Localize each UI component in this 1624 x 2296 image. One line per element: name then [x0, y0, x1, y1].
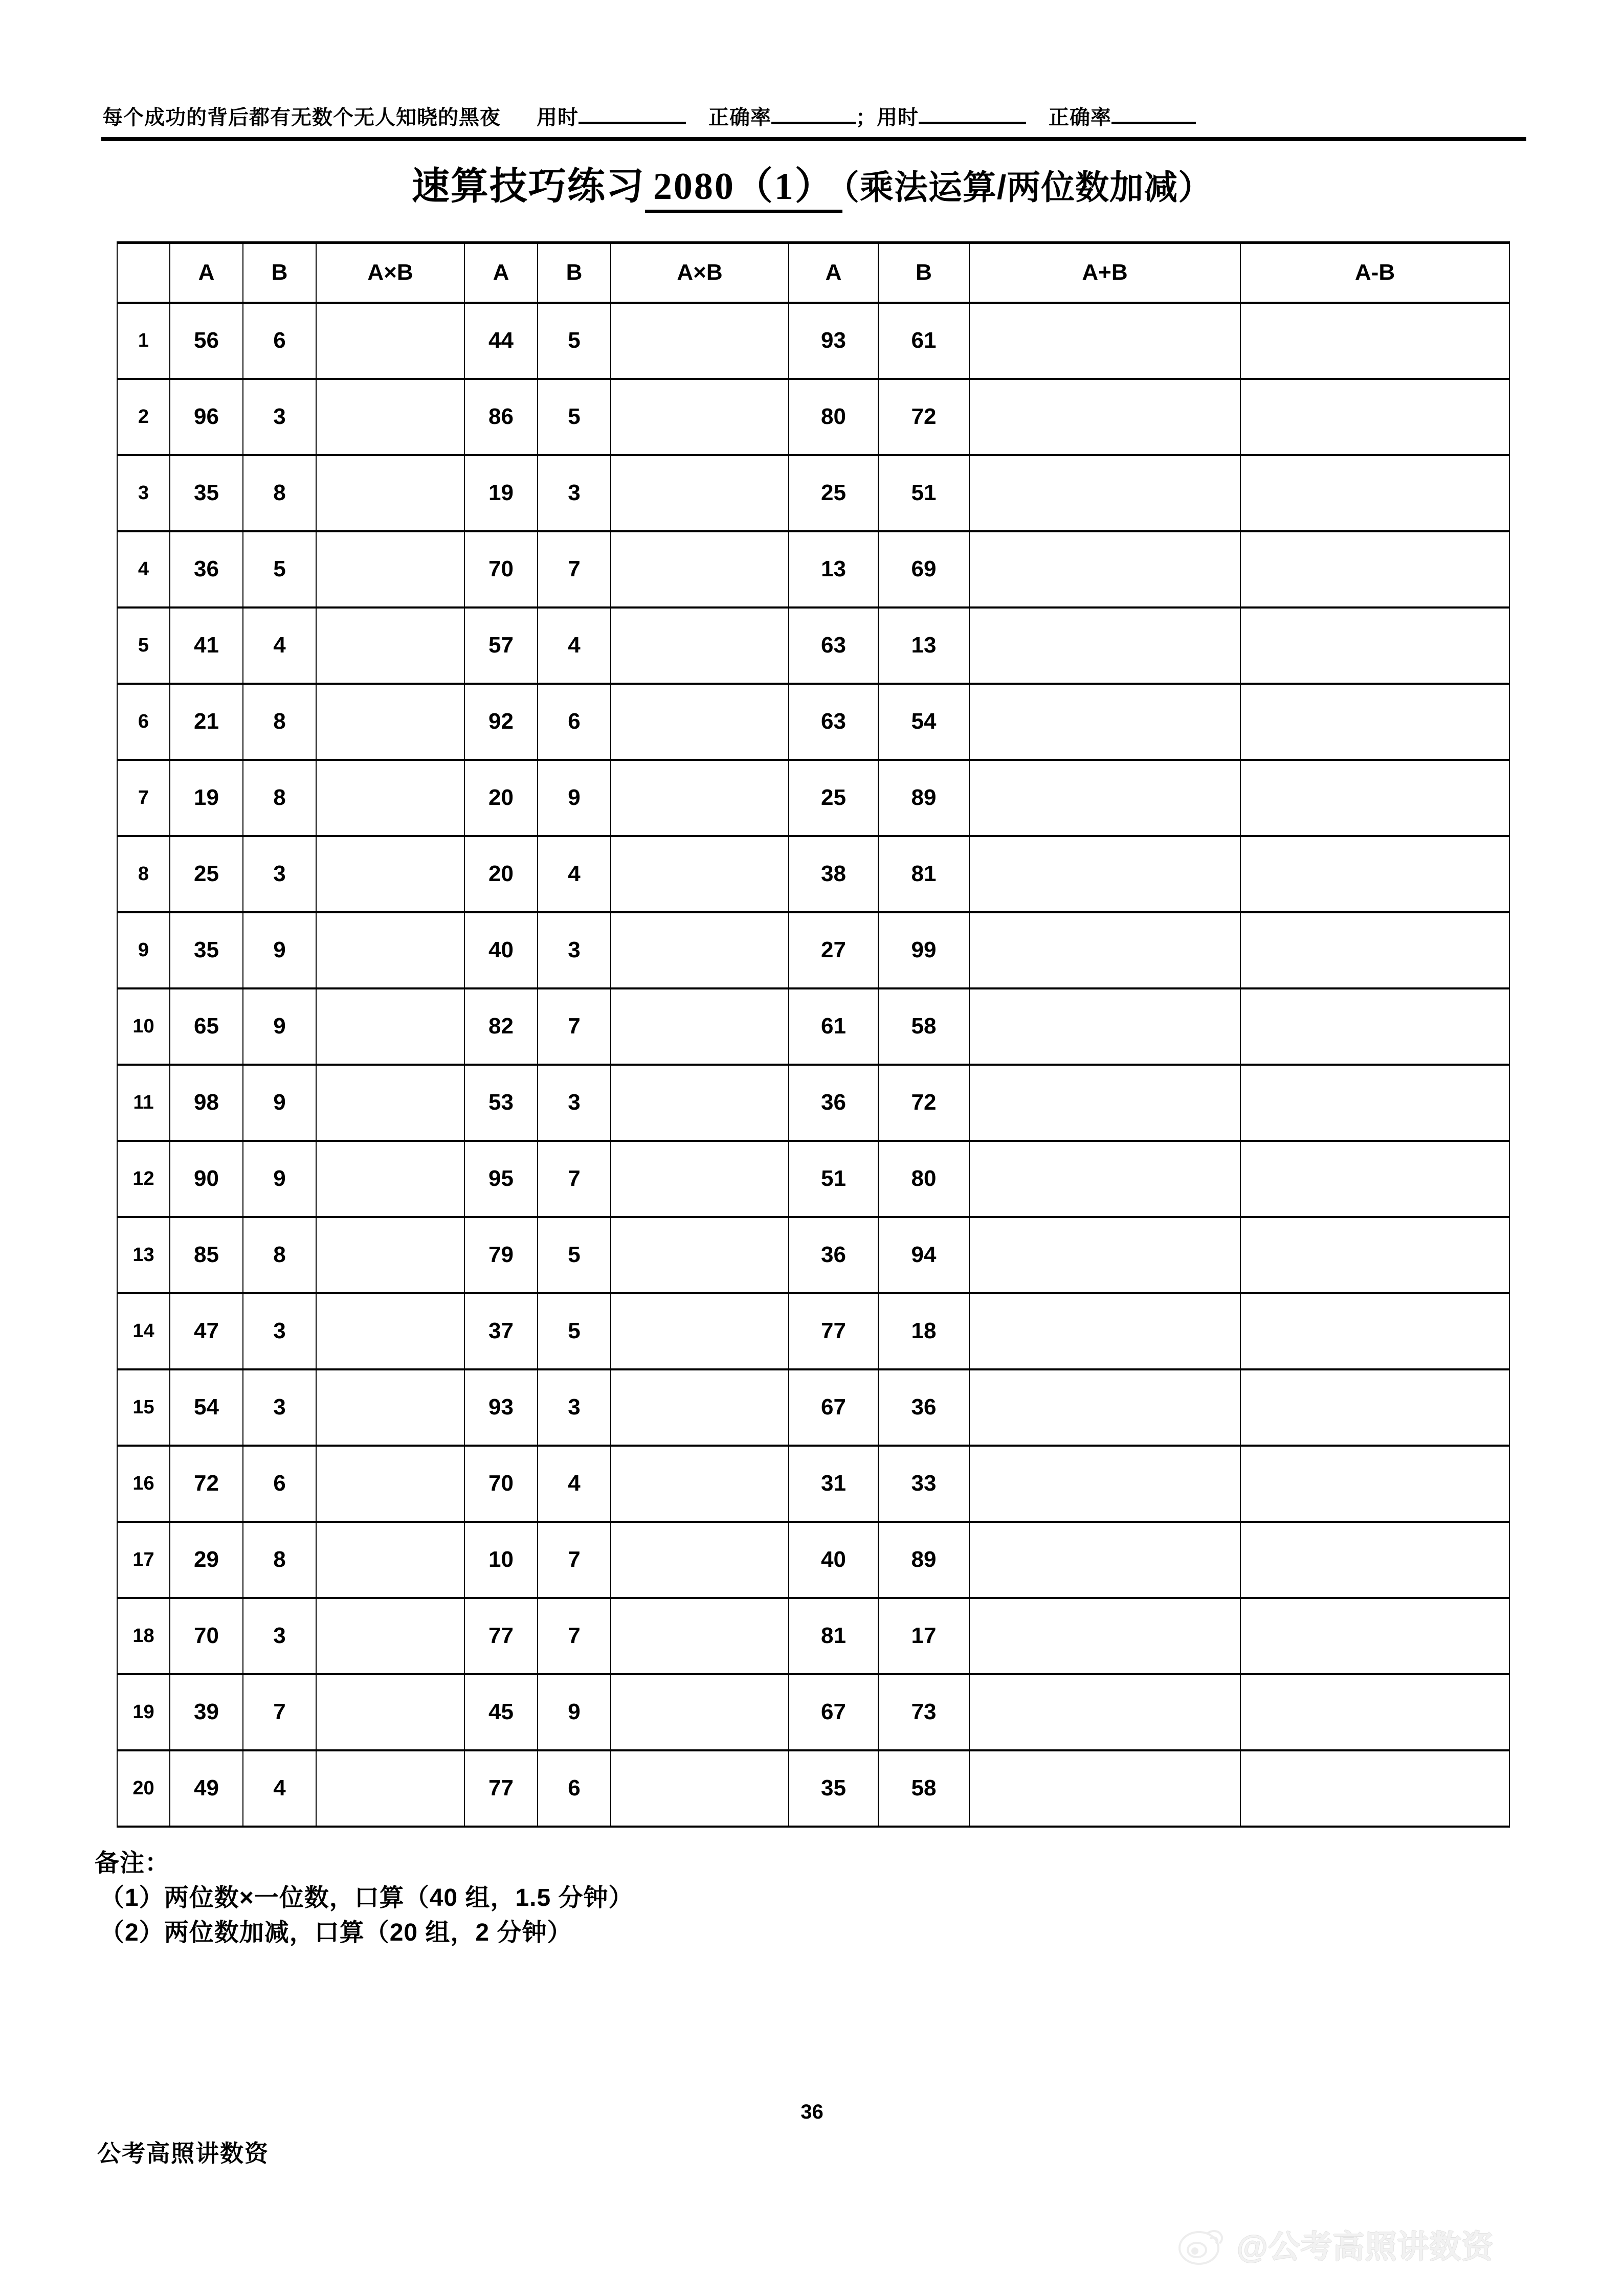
cell-sum[interactable] [969, 760, 1240, 836]
cell-product2[interactable] [611, 607, 789, 684]
cell-a3: 36 [789, 1065, 878, 1141]
table-row [117, 1141, 1509, 1217]
cell-a3: 25 [789, 455, 878, 531]
cell-sum[interactable] [969, 1522, 1240, 1598]
practice-table [117, 241, 1510, 1828]
cell-product1[interactable] [316, 760, 464, 836]
row-index: 6 [117, 684, 170, 760]
cell-sum[interactable] [969, 1217, 1240, 1293]
cell-sum[interactable] [969, 1750, 1240, 1827]
cell-a1: 41 [170, 607, 243, 684]
cell-difference[interactable] [1240, 607, 1509, 684]
cell-sum[interactable] [969, 988, 1240, 1065]
cell-a2: 44 [464, 303, 538, 379]
cell-sum[interactable] [969, 455, 1240, 531]
row-index: 8 [117, 836, 170, 912]
cell-product2[interactable] [611, 1369, 789, 1446]
note-item-1: （1）两位数×一位数，口算（40 组，1.5 分钟） [100, 1884, 634, 1912]
cell-product1[interactable] [316, 607, 464, 684]
accuracy-label-1: 正确率 [708, 106, 771, 129]
cell-b2: 7 [538, 988, 611, 1065]
cell-b3: 73 [878, 1674, 969, 1750]
time-blank-1[interactable] [579, 107, 686, 124]
cell-sum[interactable] [969, 1141, 1240, 1217]
table-row [117, 1065, 1509, 1141]
table-row [117, 1446, 1509, 1522]
cell-b3: 89 [878, 1522, 969, 1598]
cell-a2: 95 [464, 1141, 538, 1217]
table-row [117, 531, 1509, 607]
cell-a1: 35 [170, 912, 243, 988]
column-header-b3: B [878, 243, 969, 303]
cell-b3: 94 [878, 1217, 969, 1293]
cell-a2: 77 [464, 1750, 538, 1827]
title-subtitle-text: （乘法运算/两位数加减） [842, 168, 1213, 206]
cell-b1: 9 [243, 1141, 316, 1217]
row-index: 2 [117, 379, 170, 455]
row-index: 14 [117, 1293, 170, 1369]
cell-difference[interactable] [1240, 455, 1509, 531]
cell-b3: 72 [878, 1065, 969, 1141]
cell-b1: 4 [243, 607, 316, 684]
cell-b1: 6 [243, 1446, 316, 1522]
cell-sum[interactable] [969, 912, 1240, 988]
cell-a2: 82 [464, 988, 538, 1065]
cell-b3: 54 [878, 684, 969, 760]
cell-b1: 3 [243, 836, 316, 912]
table-row [117, 684, 1509, 760]
cell-a3: 35 [789, 1750, 878, 1827]
cell-b2: 9 [538, 1674, 611, 1750]
cell-a2: 70 [464, 1446, 538, 1522]
cell-a3: 61 [789, 988, 878, 1065]
row-index: 12 [117, 1141, 170, 1217]
table-row [117, 1369, 1509, 1446]
cell-product2[interactable] [611, 379, 789, 455]
cell-a1: 85 [170, 1217, 243, 1293]
time-label-2: 用时 [877, 106, 919, 129]
cell-a3: 67 [789, 1369, 878, 1446]
table-row [117, 760, 1509, 836]
cell-b3: 17 [878, 1598, 969, 1674]
cell-b1: 3 [243, 379, 316, 455]
cell-a3: 81 [789, 1598, 878, 1674]
cell-product2[interactable] [611, 1141, 789, 1217]
cell-b3: 99 [878, 912, 969, 988]
cell-b3: 81 [878, 836, 969, 912]
cell-a3: 36 [789, 1217, 878, 1293]
cell-a1: 19 [170, 760, 243, 836]
cell-difference[interactable] [1240, 1141, 1509, 1217]
cell-difference[interactable] [1240, 1522, 1509, 1598]
cell-difference[interactable] [1240, 684, 1509, 760]
table-row [117, 912, 1509, 988]
cell-b1: 8 [243, 1217, 316, 1293]
cell-product1[interactable] [316, 1598, 464, 1674]
cell-a2: 19 [464, 455, 538, 531]
accuracy-blank-2[interactable] [1111, 107, 1196, 124]
cell-b2: 3 [538, 912, 611, 988]
cell-sum[interactable] [969, 1598, 1240, 1674]
cell-a2: 45 [464, 1674, 538, 1750]
cell-a1: 47 [170, 1293, 243, 1369]
cell-a1: 90 [170, 1141, 243, 1217]
header-divider [101, 137, 1526, 141]
row-index: 7 [117, 760, 170, 836]
cell-sum[interactable] [969, 379, 1240, 455]
cell-product1[interactable] [316, 455, 464, 531]
cell-b2: 7 [538, 1522, 611, 1598]
cell-product2[interactable] [611, 1217, 789, 1293]
cell-a2: 20 [464, 836, 538, 912]
cell-product2[interactable] [611, 684, 789, 760]
cell-a1: 49 [170, 1750, 243, 1827]
cell-a1: 70 [170, 1598, 243, 1674]
cell-product1[interactable] [316, 531, 464, 607]
cell-a2: 57 [464, 607, 538, 684]
cell-a1: 36 [170, 531, 243, 607]
cell-b1: 9 [243, 912, 316, 988]
motto-text: 每个成功的背后都有无数个无人知晓的黑夜 [102, 106, 501, 129]
cell-product2[interactable] [611, 1522, 789, 1598]
table-row [117, 836, 1509, 912]
cell-difference[interactable] [1240, 1750, 1509, 1827]
cell-difference[interactable] [1240, 1217, 1509, 1293]
cell-sum[interactable] [969, 1293, 1240, 1369]
notes-block [95, 1846, 634, 1950]
cell-a3: 27 [789, 912, 878, 988]
title-code-text: 2080（1） [645, 166, 842, 213]
cell-product1[interactable] [316, 1674, 464, 1750]
cell-a2: 53 [464, 1065, 538, 1141]
cell-b3: 33 [878, 1446, 969, 1522]
cell-product2[interactable] [611, 303, 789, 379]
cell-b2: 7 [538, 1141, 611, 1217]
cell-product2[interactable] [611, 1598, 789, 1674]
cell-product2[interactable] [611, 1293, 789, 1369]
cell-b1: 3 [243, 1369, 316, 1446]
cell-a2: 37 [464, 1293, 538, 1369]
cell-b1: 9 [243, 1065, 316, 1141]
cell-a3: 31 [789, 1446, 878, 1522]
cell-a3: 80 [789, 379, 878, 455]
cell-b2: 6 [538, 684, 611, 760]
time-label-1: 用时 [537, 106, 579, 129]
cell-b1: 8 [243, 455, 316, 531]
row-index: 3 [117, 455, 170, 531]
cell-product2[interactable] [611, 912, 789, 988]
cell-product1[interactable] [316, 1446, 464, 1522]
cell-a2: 86 [464, 379, 538, 455]
table-row [117, 1522, 1509, 1598]
row-index: 9 [117, 912, 170, 988]
cell-sum[interactable] [969, 836, 1240, 912]
cell-difference[interactable] [1240, 1674, 1509, 1750]
cell-b2: 7 [538, 1598, 611, 1674]
cell-difference[interactable] [1240, 1293, 1509, 1369]
cell-a1: 56 [170, 303, 243, 379]
cell-a2: 92 [464, 684, 538, 760]
cell-difference[interactable] [1240, 760, 1509, 836]
cell-b2: 4 [538, 836, 611, 912]
cell-product1[interactable] [316, 1293, 464, 1369]
footer-brand: 公考高照讲数资 [97, 2140, 269, 2167]
time-blank-2[interactable] [919, 107, 1026, 124]
notes-heading: 备注： [95, 1850, 170, 1877]
cell-a1: 29 [170, 1522, 243, 1598]
table-row [117, 303, 1509, 379]
cell-b2: 4 [538, 607, 611, 684]
column-header-b1: B [243, 243, 316, 303]
cell-b1: 3 [243, 1598, 316, 1674]
table-row [117, 379, 1509, 455]
cell-difference[interactable] [1240, 1598, 1509, 1674]
cell-b1: 8 [243, 760, 316, 836]
cell-b3: 13 [878, 607, 969, 684]
cell-difference[interactable] [1240, 303, 1509, 379]
cell-a3: 25 [789, 760, 878, 836]
cell-a1: 72 [170, 1446, 243, 1522]
cell-b3: 36 [878, 1369, 969, 1446]
row-index: 5 [117, 607, 170, 684]
row-index: 19 [117, 1674, 170, 1750]
cell-product1[interactable] [316, 836, 464, 912]
cell-difference[interactable] [1240, 531, 1509, 607]
cell-product1[interactable] [316, 912, 464, 988]
cell-b2: 9 [538, 760, 611, 836]
table-row [117, 1750, 1509, 1827]
cell-a2: 10 [464, 1522, 538, 1598]
column-header-b2: B [538, 243, 611, 303]
cell-b1: 8 [243, 684, 316, 760]
column-header-a1: A [170, 243, 243, 303]
cell-b3: 58 [878, 988, 969, 1065]
cell-a1: 39 [170, 1674, 243, 1750]
cell-product2[interactable] [611, 1446, 789, 1522]
row-index: 16 [117, 1446, 170, 1522]
row-index: 10 [117, 988, 170, 1065]
cell-b1: 7 [243, 1674, 316, 1750]
cell-b3: 18 [878, 1293, 969, 1369]
cell-a3: 51 [789, 1141, 878, 1217]
cell-b2: 4 [538, 1446, 611, 1522]
cell-sum[interactable] [969, 1369, 1240, 1446]
cell-a3: 40 [789, 1522, 878, 1598]
cell-sum[interactable] [969, 531, 1240, 607]
cell-b3: 51 [878, 455, 969, 531]
column-header-product2: A×B [611, 243, 789, 303]
cell-difference[interactable] [1240, 1446, 1509, 1522]
cell-b2: 6 [538, 1750, 611, 1827]
table-row [117, 1674, 1509, 1750]
cell-product2[interactable] [611, 1750, 789, 1827]
cell-a2: 70 [464, 531, 538, 607]
header-separator: ； [856, 106, 877, 129]
cell-b1: 3 [243, 1293, 316, 1369]
cell-product1[interactable] [316, 988, 464, 1065]
cell-product1[interactable] [316, 1217, 464, 1293]
cell-a2: 79 [464, 1217, 538, 1293]
cell-b2: 5 [538, 1217, 611, 1293]
row-index: 17 [117, 1522, 170, 1598]
row-index: 4 [117, 531, 170, 607]
cell-product2[interactable] [611, 1065, 789, 1141]
cell-b3: 58 [878, 1750, 969, 1827]
cell-sum[interactable] [969, 1674, 1240, 1750]
cell-a2: 20 [464, 760, 538, 836]
cell-sum[interactable] [969, 1065, 1240, 1141]
page-header [102, 101, 1524, 130]
column-header-product1: A×B [316, 243, 464, 303]
table-head [117, 243, 1509, 303]
cell-a3: 63 [789, 684, 878, 760]
cell-a1: 35 [170, 455, 243, 531]
note-item-2: （2）两位数加减，口算（20 组，2 分钟） [100, 1919, 572, 1947]
column-header-a3: A [789, 243, 878, 303]
cell-a1: 54 [170, 1369, 243, 1446]
cell-product1[interactable] [316, 1750, 464, 1827]
cell-difference[interactable] [1240, 1065, 1509, 1141]
cell-b3: 69 [878, 531, 969, 607]
table-row [117, 607, 1509, 684]
cell-product2[interactable] [611, 760, 789, 836]
cell-b1: 8 [243, 1522, 316, 1598]
cell-a1: 98 [170, 1065, 243, 1141]
cell-difference[interactable] [1240, 379, 1509, 455]
cell-a3: 77 [789, 1293, 878, 1369]
cell-b2: 5 [538, 379, 611, 455]
cell-a2: 40 [464, 912, 538, 988]
cell-b1: 9 [243, 988, 316, 1065]
column-header-sum: A+B [969, 243, 1240, 303]
cell-a1: 21 [170, 684, 243, 760]
column-header-a2: A [464, 243, 538, 303]
cell-product1[interactable] [316, 1141, 464, 1217]
table-body [117, 303, 1509, 1827]
cell-product1[interactable] [316, 1522, 464, 1598]
cell-difference[interactable] [1240, 836, 1509, 912]
accuracy-label-2: 正确率 [1049, 106, 1111, 129]
cell-product2[interactable] [611, 988, 789, 1065]
weibo-watermark [1176, 2218, 1494, 2270]
cell-sum[interactable] [969, 684, 1240, 760]
cell-a2: 93 [464, 1369, 538, 1446]
table-row [117, 455, 1509, 531]
cell-sum[interactable] [969, 1446, 1240, 1522]
cell-product1[interactable] [316, 1065, 464, 1141]
cell-a1: 65 [170, 988, 243, 1065]
cell-product1[interactable] [316, 1369, 464, 1446]
cell-b3: 80 [878, 1141, 969, 1217]
row-index: 20 [117, 1750, 170, 1827]
cell-b2: 7 [538, 531, 611, 607]
table-header-row [117, 243, 1509, 303]
column-header-index [117, 243, 170, 303]
cell-b1: 5 [243, 531, 316, 607]
cell-sum[interactable] [969, 303, 1240, 379]
cell-b3: 89 [878, 760, 969, 836]
cell-difference[interactable] [1240, 1369, 1509, 1446]
cell-b2: 5 [538, 303, 611, 379]
accuracy-blank-1[interactable] [771, 107, 856, 124]
table-row [117, 1598, 1509, 1674]
cell-a3: 13 [789, 531, 878, 607]
cell-a1: 96 [170, 379, 243, 455]
cell-product1[interactable] [316, 379, 464, 455]
cell-b2: 3 [538, 455, 611, 531]
cell-b1: 6 [243, 303, 316, 379]
row-index: 15 [117, 1369, 170, 1446]
table-row [117, 1293, 1509, 1369]
cell-product1[interactable] [316, 303, 464, 379]
cell-difference[interactable] [1240, 988, 1509, 1065]
weibo-handle: @公考高照讲数资 [1237, 2230, 1494, 2265]
cell-product2[interactable] [611, 1674, 789, 1750]
cell-b2: 3 [538, 1369, 611, 1446]
cell-a3: 93 [789, 303, 878, 379]
cell-a2: 77 [464, 1598, 538, 1674]
page-number: 36 [800, 2101, 824, 2123]
cell-b2: 3 [538, 1065, 611, 1141]
page-title [0, 156, 1624, 210]
cell-sum[interactable] [969, 607, 1240, 684]
cell-a3: 63 [789, 607, 878, 684]
cell-b2: 5 [538, 1293, 611, 1369]
title-main-text: 速算技巧练习 [411, 165, 645, 207]
cell-b1: 4 [243, 1750, 316, 1827]
cell-a3: 67 [789, 1674, 878, 1750]
column-header-difference: A-B [1240, 243, 1509, 303]
cell-difference[interactable] [1240, 912, 1509, 988]
row-index: 1 [117, 303, 170, 379]
table-row [117, 1217, 1509, 1293]
cell-a3: 38 [789, 836, 878, 912]
table-row [117, 988, 1509, 1065]
cell-product1[interactable] [316, 684, 464, 760]
cell-b3: 72 [878, 379, 969, 455]
row-index: 13 [117, 1217, 170, 1293]
weibo-icon [1176, 2218, 1230, 2270]
row-index: 18 [117, 1598, 170, 1674]
row-index: 11 [117, 1065, 170, 1141]
cell-a1: 25 [170, 836, 243, 912]
cell-product2[interactable] [611, 531, 789, 607]
cell-product2[interactable] [611, 455, 789, 531]
cell-product2[interactable] [611, 836, 789, 912]
cell-b3: 61 [878, 303, 969, 379]
